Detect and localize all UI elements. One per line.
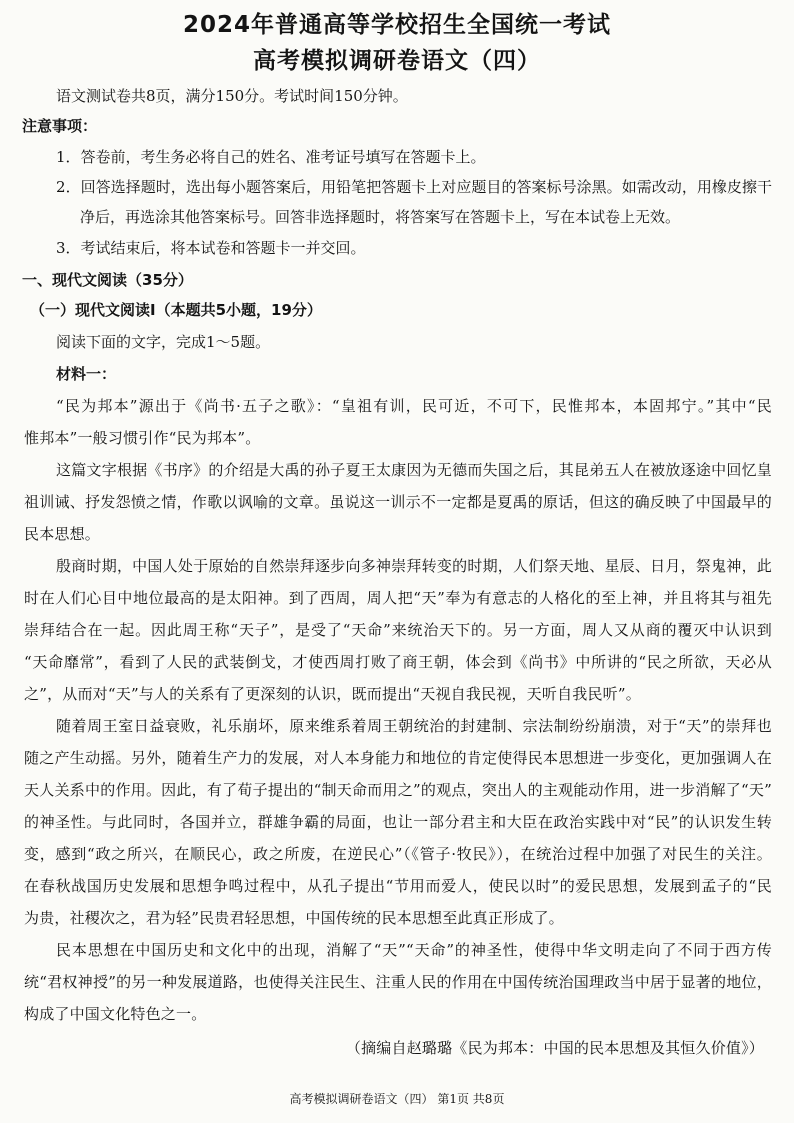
passage-line: 祖训诫、抒发怨愤之情，作歌以讽喻的文章。虽说这一训示不一定都是夏禹的原话，但这的确反映了中国最早的 <box>24 493 772 511</box>
passage-line: 随着周王室日益衰败，礼乐崩坏，原来维系着周王朝统治的封建制、宗法制纷纷崩溃，对于“天”的崇拜也 <box>56 717 772 735</box>
passage-line: 在春秋战国历史发展和思想争鸣过程中，从孔子提出“节用而爱人，使民以时”的爱民思想，发展到孟子的“民 <box>24 877 772 895</box>
passage-line: 这篇文字根据《书序》的介绍是大禹的孙子夏王太康因为无德而失国之后，其昆弟五人在被放逐途中回忆皇 <box>56 461 772 479</box>
passage-line: 为贵，社稷次之，君为轻”民贵君轻思想，中国传统的民本思想至此真正形成了。 <box>24 909 564 927</box>
passage-line: 变，感到“政之所兴，在顺民心，政之所废，在逆民心”（《管子·牧民》），在统治过程中加强了对民生的关注。 <box>24 845 772 863</box>
passage-line: 之”，从而对“天”与人的关系有了更深刻的认识，既而提出“天视自我民视，天听自我民听”。 <box>24 685 641 703</box>
notice-item-3: 3．考试结束后，将本试卷和答题卡一并交回。 <box>56 239 366 257</box>
material-label: 材料一： <box>56 365 117 383</box>
notice-item-2: 2．回答选择题时，选出每小题答案后，用铅笔把答题卡上对应题目的答案标号涂黑。如需改动，用橡皮擦干 <box>56 178 772 196</box>
passage-line: 崇拜结合在一起。因此周王称“天子”，是受了“天命”来统治天下的。另一方面，周人又从商的覆灭中认识到 <box>24 621 772 639</box>
passage-line: 构成了中国文化特色之一。 <box>24 1005 207 1023</box>
passage-line: 民本思想在中国历史和文化中的出现，消解了“天”“天命”的神圣性，使得中华文明走向了不同于西方传 <box>56 941 772 959</box>
passage-line: 统“君权神授”的另一种发展道路，也使得关注民生、注重人民的作用在中国传统治国理政当中居于显著的地位， <box>24 973 772 991</box>
section-subheading: （一）现代文阅读Ⅰ（本题共5小题，19分） <box>30 301 322 319</box>
intro-text: 语文测试卷共8页，满分150分。考试时间150分钟。 <box>56 87 408 105</box>
passage-line: 民本思想。 <box>24 525 101 543</box>
passage-line: 天人关系中的作用。因此，有了荀子提出的“制天命而用之”的观点，突出人的主观能动作用，进一步消解了“天” <box>24 781 772 799</box>
passage-line: “民为邦本”源出于《尚书·五子之歌》：“皇祖有训，民可近，不可下，民惟邦本，本固邦宁。”其中“民 <box>56 397 772 415</box>
notice-heading: 注意事项： <box>22 117 98 135</box>
section-heading: 一、现代文阅读（35分） <box>22 271 193 289</box>
passage-line: “天命靡常”，看到了人民的武装倒戈，才使西周打败了商王朝，体会到《尚书》中所讲的“民之所欲，天必从 <box>24 653 772 671</box>
source-citation: （摘编自赵璐璐《民为邦本：中国的民本思想及其恒久价值》） <box>345 1039 764 1057</box>
exam-title: 2024年普通高等学校招生全国统一考试 <box>182 12 611 38</box>
passage-line: 时在人们心目中地位最高的是太阳神。到了西周，周人把“天”奉为有意志的人格化的至上神，并且将其与祖先 <box>24 589 772 607</box>
instruction-text: 阅读下面的文字，完成1～5题。 <box>56 333 271 351</box>
notice-item-2-cont: 净后，再选涂其他答案标号。回答非选择题时，将答案写在答题卡上，写在本试卷上无效。 <box>80 208 681 226</box>
notice-item-1: 1．答卷前，考生务必将自己的姓名、准考证号填写在答题卡上。 <box>56 148 486 166</box>
passage-line: 随之产生动摇。另外，随着生产力的发展，对人本身能力和地位的肯定使得民本思想进一步变化，更加强调人在 <box>24 749 772 767</box>
exam-subtitle: 高考模拟调研卷语文（四） <box>253 48 541 74</box>
passage-line: 殷商时期，中国人处于原始的自然崇拜逐步向多神崇拜转变的时期，人们祭天地、星辰、日月，祭鬼神，此 <box>56 557 772 575</box>
page-footer: 高考模拟调研卷语文（四） 第1页 共8页 <box>289 1092 505 1106</box>
passage-line: 的神圣性。与此同时，各国并立，群雄争霸的局面，也让一部分君主和大臣在政治实践中对“民”的认识发生转 <box>24 813 772 831</box>
passage-line: 惟邦本”一般习惯引作“民为邦本”。 <box>24 429 261 447</box>
